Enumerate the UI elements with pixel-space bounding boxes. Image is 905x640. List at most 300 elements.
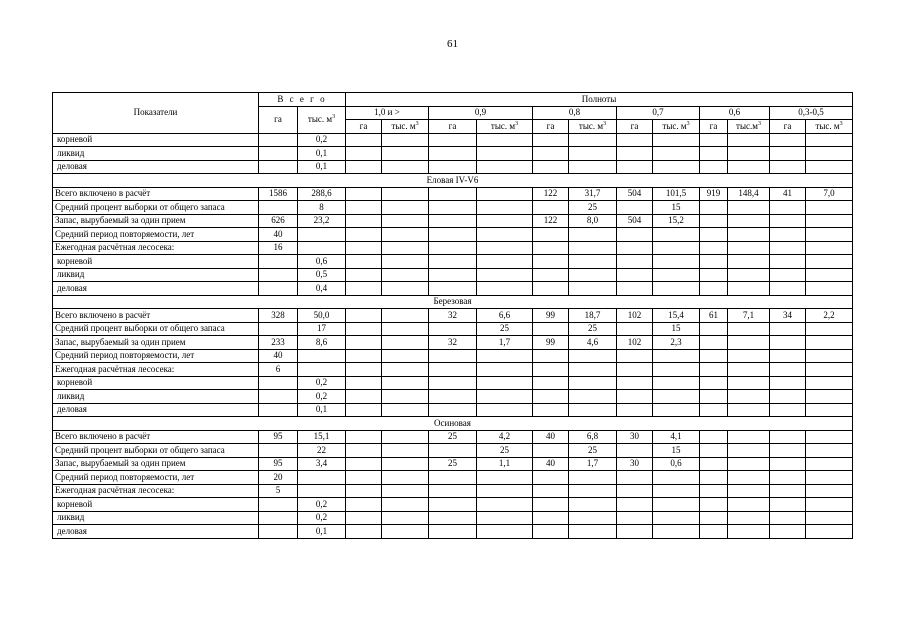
table-cell xyxy=(429,201,477,215)
table-cell xyxy=(429,241,477,255)
table-cell xyxy=(617,363,653,377)
table-cell xyxy=(346,498,382,512)
table-cell: 328 xyxy=(259,309,298,323)
table-cell xyxy=(617,228,653,242)
table-cell xyxy=(700,322,728,336)
table-cell xyxy=(700,403,728,417)
table-cell xyxy=(429,376,477,390)
table-cell xyxy=(477,160,533,174)
table-cell xyxy=(806,160,853,174)
table-cell xyxy=(382,228,429,242)
table-cell: 40 xyxy=(259,349,298,363)
table-cell xyxy=(617,201,653,215)
table-cell xyxy=(770,322,806,336)
table-cell: 4,1 xyxy=(653,430,700,444)
table-cell: 25 xyxy=(477,444,533,458)
table-cell: 8,6 xyxy=(298,336,346,350)
table-cell xyxy=(477,241,533,255)
table-cell xyxy=(653,390,700,404)
table-row xyxy=(53,336,853,350)
table-cell xyxy=(533,511,569,525)
table-cell xyxy=(700,390,728,404)
table-cell: 99 xyxy=(533,309,569,323)
table-cell xyxy=(569,403,617,417)
table-cell xyxy=(346,255,382,269)
table-cell xyxy=(382,457,429,471)
table-cell: 41 xyxy=(770,187,806,201)
row-label: корневой xyxy=(53,498,259,512)
table-cell xyxy=(346,336,382,350)
table-cell xyxy=(298,484,346,498)
table-cell: 25 xyxy=(429,457,477,471)
table-cell xyxy=(700,255,728,269)
table-cell xyxy=(806,228,853,242)
table-cell xyxy=(806,282,853,296)
table-cell xyxy=(728,268,770,282)
table-cell xyxy=(382,322,429,336)
table-cell xyxy=(728,390,770,404)
header-density-group: 0,3-0,5 xyxy=(770,106,853,120)
row-label: деловая xyxy=(53,282,259,296)
table-cell xyxy=(346,390,382,404)
table-row xyxy=(53,201,853,215)
table-cell xyxy=(382,201,429,215)
table-cell xyxy=(533,282,569,296)
table-cell xyxy=(728,201,770,215)
table-cell xyxy=(382,309,429,323)
table-cell xyxy=(533,133,569,147)
table-cell xyxy=(617,147,653,161)
table-cell xyxy=(346,403,382,417)
table-cell: 1,7 xyxy=(569,457,617,471)
table-cell xyxy=(477,282,533,296)
table-row xyxy=(53,498,853,512)
table-cell xyxy=(806,457,853,471)
table-cell xyxy=(259,133,298,147)
table-cell xyxy=(477,133,533,147)
table-cell xyxy=(382,403,429,417)
section-header-row xyxy=(53,295,853,309)
table-cell: 0,6 xyxy=(653,457,700,471)
table-cell xyxy=(429,160,477,174)
table-cell xyxy=(653,498,700,512)
table-cell xyxy=(700,214,728,228)
table-cell xyxy=(382,498,429,512)
table-cell: 233 xyxy=(259,336,298,350)
row-label: Средний период повторяемости, лет xyxy=(53,349,259,363)
header-sub-ha: га xyxy=(770,120,806,134)
table-cell xyxy=(477,390,533,404)
table-cell xyxy=(429,228,477,242)
table-cell xyxy=(653,133,700,147)
table-cell xyxy=(617,241,653,255)
table-cell xyxy=(806,471,853,485)
table-cell xyxy=(617,282,653,296)
table-row xyxy=(53,322,853,336)
row-label: Средний период повторяемости, лет xyxy=(53,228,259,242)
table-cell xyxy=(617,390,653,404)
table-cell: 0,1 xyxy=(298,403,346,417)
table-cell xyxy=(429,471,477,485)
table-cell: 16 xyxy=(259,241,298,255)
table-cell xyxy=(770,228,806,242)
row-label: деловая xyxy=(53,160,259,174)
row-label: Средний процент выборки от общего запаса xyxy=(53,444,259,458)
table-cell: 288,6 xyxy=(298,187,346,201)
table-cell: 0,1 xyxy=(298,147,346,161)
table-cell xyxy=(382,133,429,147)
table-cell xyxy=(259,201,298,215)
table-cell xyxy=(382,349,429,363)
table-cell xyxy=(806,322,853,336)
table-cell xyxy=(700,511,728,525)
table-cell xyxy=(429,349,477,363)
table-cell: 25 xyxy=(429,430,477,444)
table-cell xyxy=(382,363,429,377)
table-cell xyxy=(346,430,382,444)
table-cell xyxy=(806,430,853,444)
table-row xyxy=(53,160,853,174)
table-cell xyxy=(346,484,382,498)
table-cell xyxy=(429,322,477,336)
header-sub-ha: га xyxy=(533,120,569,134)
table-cell xyxy=(617,133,653,147)
table-cell xyxy=(382,390,429,404)
table-cell xyxy=(700,336,728,350)
table-cell: 15 xyxy=(653,444,700,458)
table-cell: 101,5 xyxy=(653,187,700,201)
table-row xyxy=(53,403,853,417)
table-cell xyxy=(806,349,853,363)
row-label: Ежегодная расчётная лесосека: xyxy=(53,484,259,498)
table-cell xyxy=(728,147,770,161)
section-title: Осиновая xyxy=(53,417,853,431)
header-sub-thous: тыс. $м^3$ xyxy=(806,120,853,134)
table-cell xyxy=(806,214,853,228)
row-label: корневой xyxy=(53,133,259,147)
row-label: деловая xyxy=(53,403,259,417)
table-cell: 30 xyxy=(617,457,653,471)
table-cell xyxy=(700,376,728,390)
table-cell xyxy=(770,349,806,363)
table-cell xyxy=(298,228,346,242)
table-cell: 25 xyxy=(569,322,617,336)
table-cell: 6 xyxy=(259,363,298,377)
table-cell xyxy=(653,282,700,296)
table-cell xyxy=(770,241,806,255)
table-cell xyxy=(770,255,806,269)
table-cell: 50,0 xyxy=(298,309,346,323)
table-cell: 0,2 xyxy=(298,133,346,147)
row-label: Ежегодная расчётная лесосека: xyxy=(53,363,259,377)
table-cell xyxy=(382,241,429,255)
table-cell xyxy=(806,241,853,255)
table-cell xyxy=(382,525,429,539)
table-cell xyxy=(770,363,806,377)
table-cell: 0,2 xyxy=(298,498,346,512)
table-cell xyxy=(533,484,569,498)
table-cell: 20 xyxy=(259,471,298,485)
table-cell xyxy=(259,498,298,512)
table-cell xyxy=(770,201,806,215)
table-cell: 40 xyxy=(533,430,569,444)
table-cell xyxy=(617,268,653,282)
header-density-group: 0,7 xyxy=(617,106,700,120)
table-cell xyxy=(346,214,382,228)
table-cell xyxy=(533,201,569,215)
table-cell xyxy=(259,282,298,296)
table-row xyxy=(53,282,853,296)
page-number: 61 xyxy=(447,38,458,50)
table-cell: 7,1 xyxy=(728,309,770,323)
table-cell xyxy=(533,349,569,363)
table-cell xyxy=(806,403,853,417)
table-cell: 25 xyxy=(477,322,533,336)
row-label: Всего включено в расчёт xyxy=(53,309,259,323)
table-cell xyxy=(770,214,806,228)
table-cell xyxy=(569,282,617,296)
table-cell xyxy=(477,214,533,228)
table-cell xyxy=(806,255,853,269)
table-cell xyxy=(259,160,298,174)
header-indicators: Показатели xyxy=(53,93,259,134)
header-total-ha: га xyxy=(259,106,298,133)
table-cell xyxy=(346,376,382,390)
table-cell: 15,4 xyxy=(653,309,700,323)
table-cell xyxy=(569,511,617,525)
table-row xyxy=(53,228,853,242)
table-cell xyxy=(728,525,770,539)
table-cell xyxy=(429,255,477,269)
header-sub-thous: тыс. $м^3$ xyxy=(382,120,429,134)
table-cell: 504 xyxy=(617,214,653,228)
table-cell xyxy=(569,255,617,269)
section-header-row xyxy=(53,417,853,431)
table-cell xyxy=(569,268,617,282)
table-cell: 15 xyxy=(653,322,700,336)
table-cell xyxy=(533,147,569,161)
section-title: Березовая xyxy=(53,295,853,309)
table-cell xyxy=(533,255,569,269)
table-row xyxy=(53,255,853,269)
table-cell xyxy=(477,498,533,512)
table-cell xyxy=(346,363,382,377)
table-cell xyxy=(477,147,533,161)
table-cell xyxy=(806,147,853,161)
table-cell xyxy=(477,484,533,498)
table-row xyxy=(53,471,853,485)
table-cell xyxy=(728,471,770,485)
table-cell xyxy=(477,268,533,282)
table-row xyxy=(53,525,853,539)
row-label: корневой xyxy=(53,376,259,390)
table-cell xyxy=(429,363,477,377)
table-cell xyxy=(728,228,770,242)
table-cell: 1586 xyxy=(259,187,298,201)
table-cell xyxy=(728,255,770,269)
table-cell xyxy=(617,498,653,512)
table-cell xyxy=(806,484,853,498)
row-label: Средний процент выборки от общего запаса xyxy=(53,201,259,215)
table-cell xyxy=(346,309,382,323)
table-cell xyxy=(806,525,853,539)
table-cell xyxy=(770,147,806,161)
table-cell xyxy=(533,525,569,539)
table-cell xyxy=(617,349,653,363)
table-cell xyxy=(617,484,653,498)
table-cell xyxy=(653,160,700,174)
table-cell: 0,1 xyxy=(298,160,346,174)
table-cell: 61 xyxy=(700,309,728,323)
table-cell xyxy=(346,322,382,336)
table-cell xyxy=(429,403,477,417)
table-cell: 919 xyxy=(700,187,728,201)
table-cell xyxy=(728,457,770,471)
table-cell: 95 xyxy=(259,430,298,444)
table-cell xyxy=(700,471,728,485)
table-cell xyxy=(700,349,728,363)
section-title: Еловая IV-V6 xyxy=(53,174,853,188)
table-cell xyxy=(382,376,429,390)
table-cell: 15 xyxy=(653,201,700,215)
table-cell xyxy=(569,376,617,390)
table-cell xyxy=(429,498,477,512)
table-cell xyxy=(770,390,806,404)
table-cell xyxy=(346,349,382,363)
table-cell: 32 xyxy=(429,336,477,350)
table-cell xyxy=(259,403,298,417)
table-body xyxy=(53,133,853,538)
table-cell: 8 xyxy=(298,201,346,215)
table-cell: 23,2 xyxy=(298,214,346,228)
table-cell: 0,2 xyxy=(298,390,346,404)
table-cell xyxy=(259,376,298,390)
table-cell xyxy=(298,241,346,255)
table-cell xyxy=(346,282,382,296)
table-cell xyxy=(477,511,533,525)
header-sub-ha: га xyxy=(429,120,477,134)
header-density-group: 1,0 и > xyxy=(346,106,429,120)
row-label: ликвид xyxy=(53,511,259,525)
table-cell xyxy=(259,444,298,458)
table-cell xyxy=(770,444,806,458)
table-cell xyxy=(346,511,382,525)
table-cell xyxy=(533,160,569,174)
row-label: деловая xyxy=(53,525,259,539)
row-label: Всего включено в расчёт xyxy=(53,187,259,201)
table-cell xyxy=(728,160,770,174)
header-density-group: 0,6 xyxy=(700,106,770,120)
table-cell xyxy=(259,511,298,525)
table-cell xyxy=(770,160,806,174)
table-cell: 0,1 xyxy=(298,525,346,539)
table-cell xyxy=(569,498,617,512)
header-sub-ha: га xyxy=(346,120,382,134)
table-cell xyxy=(728,484,770,498)
table-cell xyxy=(728,336,770,350)
header-sub-thous: тыс. $м^3$ xyxy=(653,120,700,134)
header-sub-thous: $тыс.м^3$ xyxy=(728,120,770,134)
table-cell: 2,3 xyxy=(653,336,700,350)
table-cell xyxy=(728,444,770,458)
table-cell xyxy=(653,147,700,161)
table-cell xyxy=(617,160,653,174)
header-densities: Полноты xyxy=(346,93,853,107)
table-cell xyxy=(806,498,853,512)
table-cell xyxy=(806,336,853,350)
table-cell xyxy=(477,525,533,539)
section-header-row xyxy=(53,174,853,188)
table-cell xyxy=(728,376,770,390)
table-cell xyxy=(569,484,617,498)
table-cell: 0,6 xyxy=(298,255,346,269)
row-label: Средний период повторяемости, лет xyxy=(53,471,259,485)
table-cell xyxy=(806,268,853,282)
table-cell xyxy=(569,228,617,242)
table-cell xyxy=(298,363,346,377)
table-cell xyxy=(700,457,728,471)
table-cell xyxy=(429,187,477,201)
table-cell xyxy=(429,444,477,458)
table-cell: 0,2 xyxy=(298,376,346,390)
table-row xyxy=(53,457,853,471)
table-cell xyxy=(477,376,533,390)
table-cell xyxy=(806,363,853,377)
table-cell xyxy=(259,147,298,161)
table-cell xyxy=(700,525,728,539)
table-cell: 17 xyxy=(298,322,346,336)
table-cell: 4,6 xyxy=(569,336,617,350)
table-cell xyxy=(653,241,700,255)
table-cell xyxy=(700,430,728,444)
table-cell xyxy=(770,133,806,147)
table-cell xyxy=(617,525,653,539)
row-label: Запас, вырубаемый за один прием xyxy=(53,457,259,471)
table-cell xyxy=(429,282,477,296)
table-cell xyxy=(728,511,770,525)
header-total-thous: тыс. $м^3$ xyxy=(298,106,346,133)
table-cell xyxy=(382,268,429,282)
table-cell xyxy=(382,214,429,228)
table-cell xyxy=(700,498,728,512)
table-cell xyxy=(728,363,770,377)
row-label: корневой xyxy=(53,255,259,269)
table-cell: 6,8 xyxy=(569,430,617,444)
row-label: Запас, вырубаемый за один прием xyxy=(53,336,259,350)
table-cell xyxy=(429,147,477,161)
table-cell: 122 xyxy=(533,187,569,201)
table-cell xyxy=(653,403,700,417)
table-cell xyxy=(653,363,700,377)
table-row xyxy=(53,133,853,147)
table-cell: 4,2 xyxy=(477,430,533,444)
table-cell xyxy=(382,471,429,485)
table-cell: 0,2 xyxy=(298,511,346,525)
table-cell xyxy=(429,214,477,228)
table-cell xyxy=(533,403,569,417)
table-cell xyxy=(700,133,728,147)
table-cell: 40 xyxy=(533,457,569,471)
table-cell: 25 xyxy=(569,444,617,458)
table-cell: 122 xyxy=(533,214,569,228)
row-label: Запас, вырубаемый за один прием xyxy=(53,214,259,228)
table-cell: 3,4 xyxy=(298,457,346,471)
table-cell xyxy=(653,484,700,498)
table-cell xyxy=(477,349,533,363)
table-cell xyxy=(429,133,477,147)
table-cell xyxy=(533,363,569,377)
table-cell xyxy=(477,363,533,377)
